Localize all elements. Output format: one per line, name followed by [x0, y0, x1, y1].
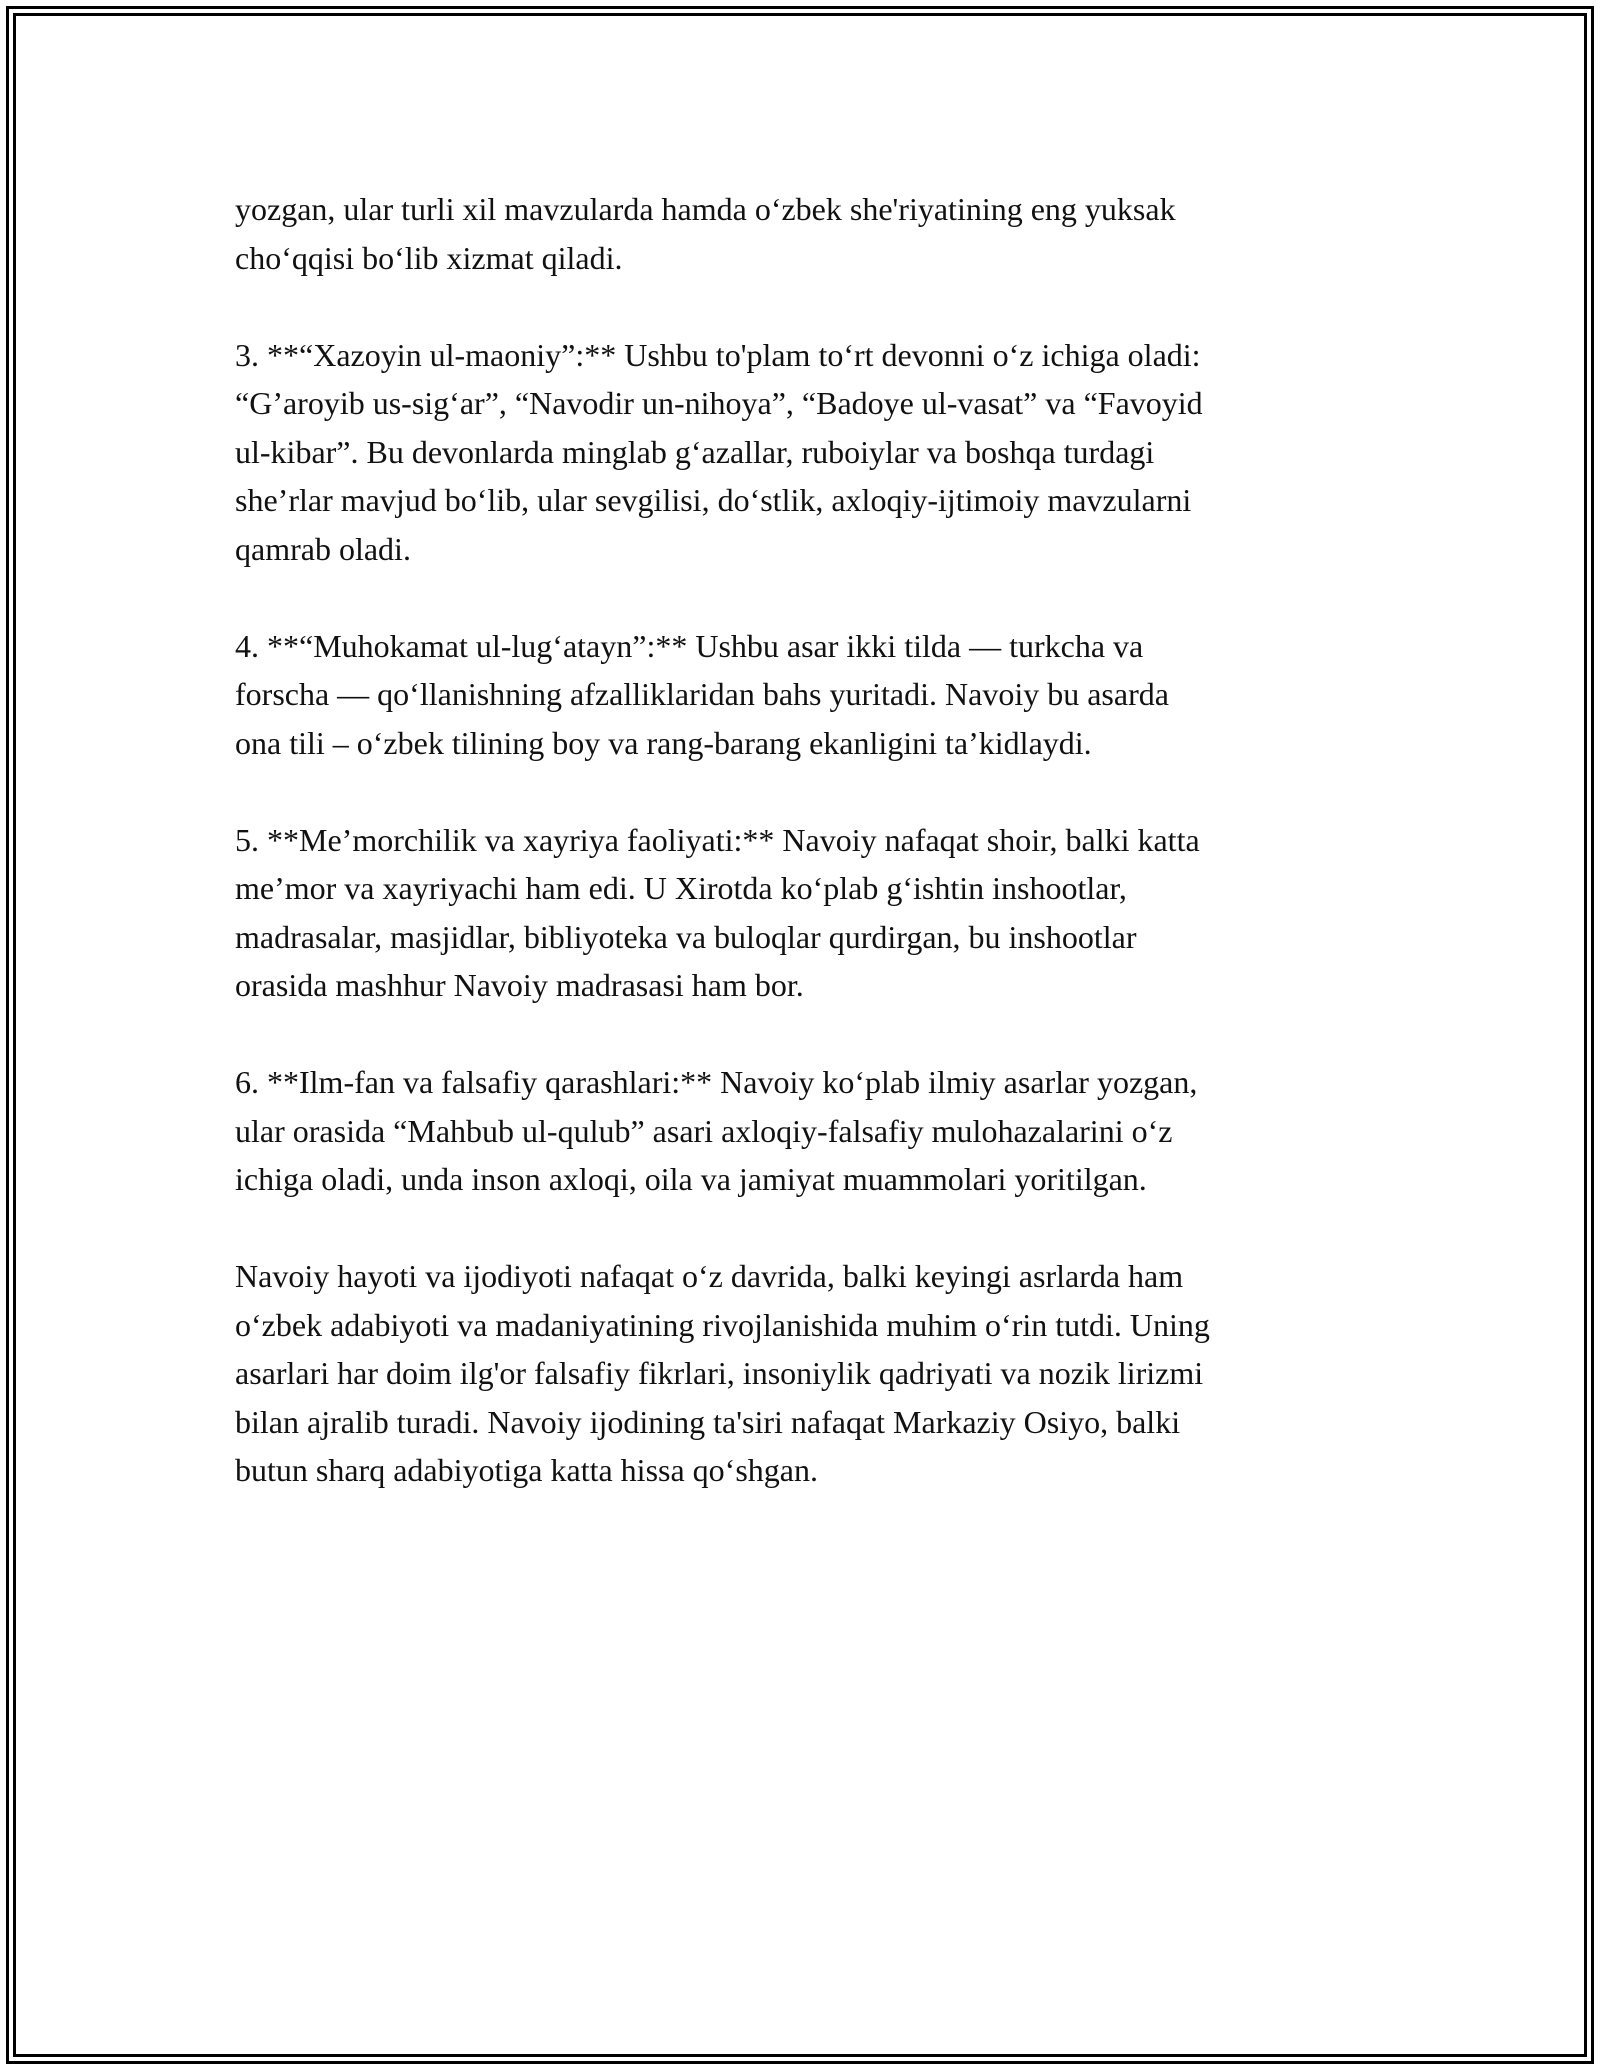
paragraph-item-6: 6. **Ilm-fan va falsafiy qarashlari:** Navoiy ko‘plab ilmiy asarlar yozgan, ular orasida “Mahbub ul-qulub” asari axloqiy-falsafiy mulohazalarini o‘z ichiga oladi, unda inson axloqi, oila va jamiyat muammolari yoritilgan. — [235, 1064, 1198, 1197]
paragraph-conclusion: Navoiy hayoti va ijodiyoti nafaqat o‘z davrida, balki keyingi asrlarda ham o‘zbek adabiyoti va madaniyatining rivojlanishida muhim o‘rin tutdi. Uning asarlari har doim ilg'or falsafiy fikrlari, insoniylik qadriyati va nozik lirizmi bilan ajralib turadi. Navoiy ijodining ta'siri nafaqat Markaziy Osiyo, balki butun sharq adabiyotiga katta hissa qo‘shgan. — [235, 1258, 1210, 1488]
paragraph-item-3: 3. **“Xazoyin ul-maoniy”:** Ushbu to'plam to‘rt devonni o‘z ichiga oladi: “G’aroyib us-sig‘ar”, “Navodir un-nihoya”, “Badoye ul-vasat” va “Favoyid ul-kibar”. Bu devonlarda minglab g‘azallar, ruboiylar va boshqa turdagi she’rlar mavjud bo‘lib, ular sevgilisi, do‘stlik, axloqiy-ijtimoiy mavzularni qamrab oladi. — [235, 336, 1203, 567]
paragraph-item-4: 4. **“Muhokamat ul-lug‘atayn”:** Ushbu asar ikki tilda — turkcha va forscha — qo‘llanishning afzalliklaridan bahs yuritadi. Navoiy bu asarda ona tili – o‘zbek tilining boy va rang-barang ekanligini ta’kidlaydi. — [235, 627, 1169, 761]
document-body — [235, 185, 1375, 1543]
paragraph-item-5: 5. **Me’morchilik va xayriya faoliyati:** Navoiy nafaqat shoir, balki katta me’mor va xayriyachi ham edi. U Xirotda ko‘plab g‘ishtin inshootlar, madrasalar, masjidlar, bibliyoteka va buloqlar qurdirgan, bu inshootlar orasida mashhur Navoiy madrasasi ham bor. — [235, 821, 1200, 1003]
paragraph-continuation: yozgan, ular turli xil mavzularda hamda o‘zbek she'riyatining eng yuksak cho‘qqisi bo‘lib xizmat qiladi. — [235, 191, 1176, 276]
